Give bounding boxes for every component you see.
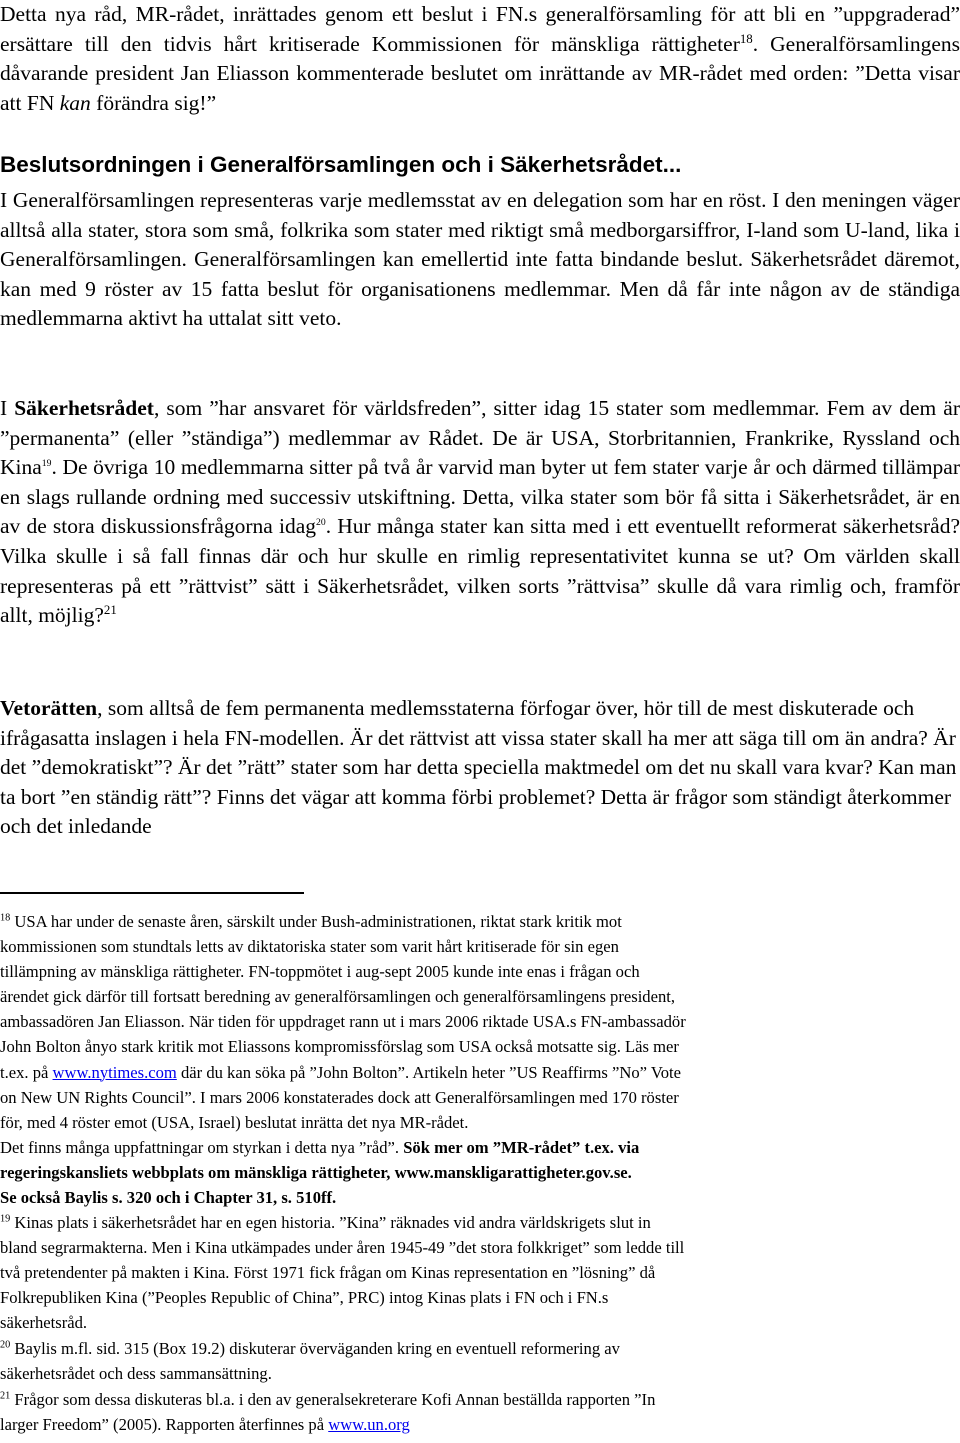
footnote-line — [0, 1387, 960, 1412]
footnote-line — [0, 1135, 960, 1160]
footnote-line — [0, 1412, 960, 1437]
paragraph-veto — [0, 694, 960, 842]
text-run: . De övriga 10 medlemmarna sitter på två år varvid man byter ut fem stater varje år och därmed tillämpar en slags rullande ordning med successiv utskiftning. Detta, vilka stater som bör få sitta i Säkerhetsrådet, är en av de stora diskussionsfrågorna idag — [0, 455, 960, 539]
footnote-text: Det finns många uppfattningar om styrkan i detta nya ”råd”. — [0, 1137, 404, 1157]
footnote-ref-18[interactable]: 18 — [739, 31, 753, 46]
footnote-line: Folkrepubliken Kina (”Peoples Republic of China”, PRC) intog Kinas plats i FN och i FN.s — [0, 1288, 609, 1308]
footnote-19 — [0, 1210, 960, 1335]
footnote-number: 20 — [0, 1339, 11, 1351]
footnote-ref-19[interactable]: 19 — [41, 458, 52, 470]
footnote-line: säkerhetsrådet och dess sammansättning. — [0, 1364, 272, 1384]
text-run: . Generalförsamlingens dåvarande president Jan Eliasson kommenterade beslutet om inrättande av MR-rådet med orden: ”Detta visar att FN — [0, 31, 960, 115]
text-run: Detta nya råd, MR-rådet, inrättades genom ett beslut i FN.s generalförsamling för att bli en ”uppgraderad” ersättare till den tidvis hårt kritiserade Kommissionen för mänskliga rättigheter — [0, 2, 960, 56]
footnote-ref-21[interactable]: 21 — [103, 603, 117, 617]
footnote-line — [0, 1160, 960, 1185]
footnote-number: 21 — [0, 1390, 11, 1402]
footnote-number: 18 — [0, 912, 11, 924]
paragraph-security-council — [0, 394, 960, 631]
text-run: , som ”har ansvaret för världsfreden”, sitter idag 15 stater som medlemmar. Fem av dem är ”permanenta” (eller ”ständiga”) medlemmar av Rådet. De är USA, Storbritannien, Frankrike, Ryssland och Kina — [0, 396, 960, 480]
un-link[interactable]: www.un.org — [328, 1415, 410, 1435]
footnote-line — [0, 1185, 960, 1210]
footnote-line: bland segrarmakterna. Men i Kina utkämpades under åren 1945-49 ”det stora folkkriget” som ledde till — [0, 1238, 685, 1258]
footnote-line: säkerhetsråd. — [0, 1313, 88, 1333]
footnote-text: USA har under de senaste åren, särskilt under Bush-administrationen, riktat stark kritik mot — [10, 912, 622, 931]
footnote-line: on New UN Rights Council”. I mars 2006 konstaterades dock att Generalförsamlingen med 170 röster — [0, 1087, 679, 1107]
footnote-line: tillämpning av mänskliga rättigheter. FN-toppmötet i aug-sept 2005 kunde inte enas i frågan och — [0, 962, 640, 982]
footnote-18 — [0, 909, 960, 1210]
section-heading: Beslutsordningen i Generalförsamlingen och i Säkerhetsrådet... — [0, 152, 682, 177]
text-run: förändra sig!” — [90, 90, 217, 115]
footnote-line — [0, 1336, 960, 1361]
text-run: . Hur många stater kan sitta med i ett eventuellt reformerat säkerhetsråd? Vilka skulle i så fall finnas där och hur skulle en rimlig representativitet kunna se ut? Om världen skall representeras på ett ”rättvist” sätt i Säkerhetsrådet, vilken sorts ”rättvisa” skulle då vara rimlig och, framför allt, möjlig? — [0, 514, 960, 628]
footnote-text: t.ex. på — [0, 1062, 53, 1082]
footnote-line: ambassadören Jan Eliasson. När tiden för uppdraget rann ut i mars 2006 riktade USA.s FN-ambassadör — [0, 1012, 686, 1032]
text-run: I — [0, 396, 15, 420]
footnote-20 — [0, 1336, 960, 1386]
footnote-bold-text: Sök mer om ”MR-rådet” t.ex. via — [403, 1137, 640, 1157]
footnote-text: Frågor som dessa diskuteras bl.a. i den av generalsekreterare Kofi Annan beställda rapporten ”In — [10, 1390, 656, 1409]
footnote-number: 19 — [0, 1213, 11, 1225]
footnote-bold-text: Se också Baylis s. 320 och i Chapter 31, s. 510ff. — [0, 1188, 337, 1208]
footnote-text: Baylis m.fl. sid. 315 (Box 19.2) diskuterar överväganden kring en eventuell reformering av — [10, 1339, 620, 1358]
footnote-bold-text: regeringskansliets webbplats om mänskliga rättigheter, www.manskligarattigheter.gov.se. — [0, 1162, 632, 1182]
footnote-21 — [0, 1387, 960, 1437]
footnote-line: ärendet gick därför till fortsatt beredning av generalförsamlingen och generalförsamlingens president, — [0, 987, 676, 1007]
footnote-line: kommissionen som stundtals letts av diktatoriska stater som varit hårt kritiserade för sin egen — [0, 937, 619, 957]
bold-sakerhetsradet: Säkerhetsrådet — [14, 396, 154, 420]
italic-kan: kan — [59, 90, 91, 115]
footnote-line: John Bolton ånyo stark kritik mot Eliassons kompromissförslag som USA också motsatte sig. Läs mer — [0, 1037, 679, 1057]
footnote-line — [0, 1210, 960, 1235]
text-run: , som alltså de fem permanenta medlemsstaterna förfogar över, hör till de mest diskuterade och ifrågasatta inslagen i hela FN-modellen. Är det rättvist att vissa stater skall ha mer att säga till om än andra? Är det ”demokratiskt”? Är det ”rätt” stater som har detta speciella maktmedel om det nu skall vara kvar? Kan man ta bort ”en ständig rätt”? Finns det vägar att komma förbi problemet? Detta är frågor som ständigt återkommer och det inledande — [0, 696, 957, 839]
footnote-text: Kinas plats i säkerhetsrådet har en egen historia. ”Kina” räknades vid andra världskrigets slut in — [10, 1213, 651, 1232]
footnote-text: larger Freedom” (2005). Rapporten återfinnes på — [0, 1415, 329, 1435]
nytimes-link[interactable]: www.nytimes.com — [52, 1062, 177, 1082]
bold-vetoratten: Vetorätten — [0, 696, 98, 720]
footnote-line — [0, 909, 960, 934]
paragraph-general-assembly: I Generalförsamlingen representeras varje medlemsstat av en delegation som har en röst. I den meningen väger alltså alla stater, stora som små, folkrika som stater med riktigt små medborgarsiffror, I-land som U-land, lika i Generalförsamlingen. Generalförsamlingen kan emellertid inte fatta bindande beslut. Säkerhetsrådet däremot, kan med 9 röster av 15 fatta beslut för organisationens medlemmar. Men då får inte någon av de ständiga medlemmarna aktivt ha uttalat sitt veto. — [0, 188, 960, 331]
paragraph-mr-council — [0, 0, 960, 118]
footnote-text: där du kan söka på ”John Bolton”. Artikeln heter ”US Reaffirms ”No” Vote — [176, 1062, 681, 1082]
footnote-line: för, med 4 röster emot (USA, Israel) beslutat inrätta det nya MR-rådet. — [0, 1112, 469, 1132]
footnote-line: två pretendenter på makten i Kina. Först 1971 fick frågan om Kinas representation en ”lösning” då — [0, 1263, 656, 1283]
footnote-separator — [0, 892, 304, 894]
footnote-line — [0, 1060, 960, 1085]
footnote-ref-20[interactable]: 20 — [316, 517, 326, 529]
